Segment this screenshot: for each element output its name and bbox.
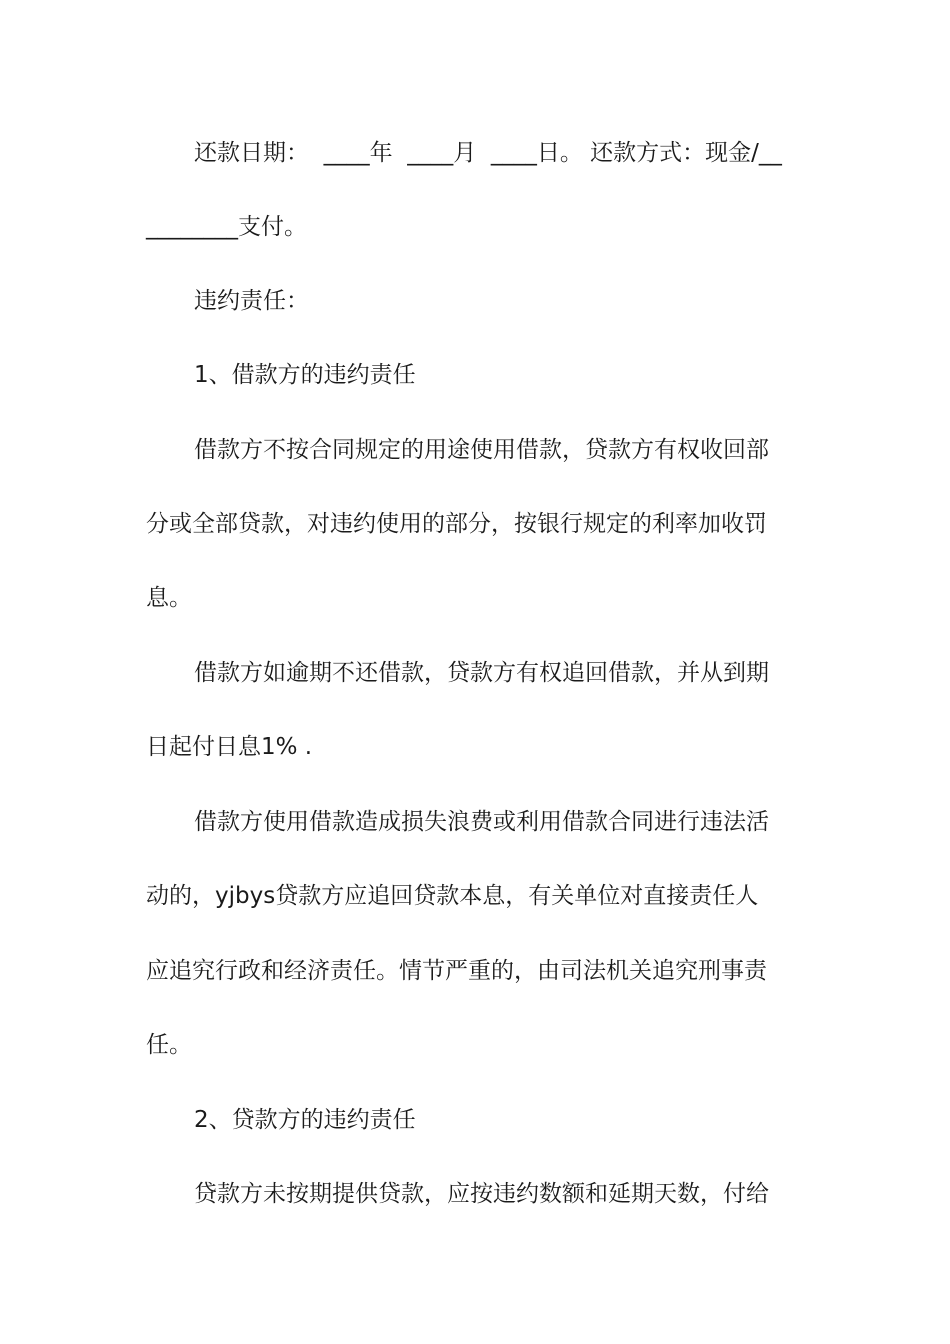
paragraph-line: 分或全部贷款，对违约使用的部分，按银行规定的利率加收罚 [146,511,767,537]
paragraph-line: 贷款方未按期提供贷款，应按违约数额和延期天数，付给 [194,1181,769,1207]
paragraph-line: 借款方如逾期不还借款，贷款方有权追回借款，并从到期 [194,660,769,686]
paragraph-line: 借款方不按合同规定的用途使用借款，贷款方有权收回部 [194,437,769,463]
paragraph-line: 任。 [146,1032,192,1058]
paragraph-line: 息。 [146,585,192,611]
paragraph-line: 应追究行政和经济责任。情节严重的，由司法机关追究刑事责 [146,958,767,984]
payment-method-line: ________支付。 [146,214,307,240]
repayment-date-line: 还款日期： ____年 ____月 ____日。 还款方式：现金/__ [194,140,782,166]
paragraph-line: 借款方使用借款造成损失浪费或利用借款合同进行违法活 [194,809,769,835]
breach-heading: 违约责任： [194,288,309,314]
lender-breach-heading: 2、贷款方的违约责任 [194,1107,416,1133]
borrower-breach-heading: 1、借款方的违约责任 [194,362,416,388]
paragraph-line: 动的，yjbys贷款方应追回贷款本息，有关单位对直接责任人 [146,883,759,909]
paragraph-line: 日起付日息1% . [146,734,313,760]
